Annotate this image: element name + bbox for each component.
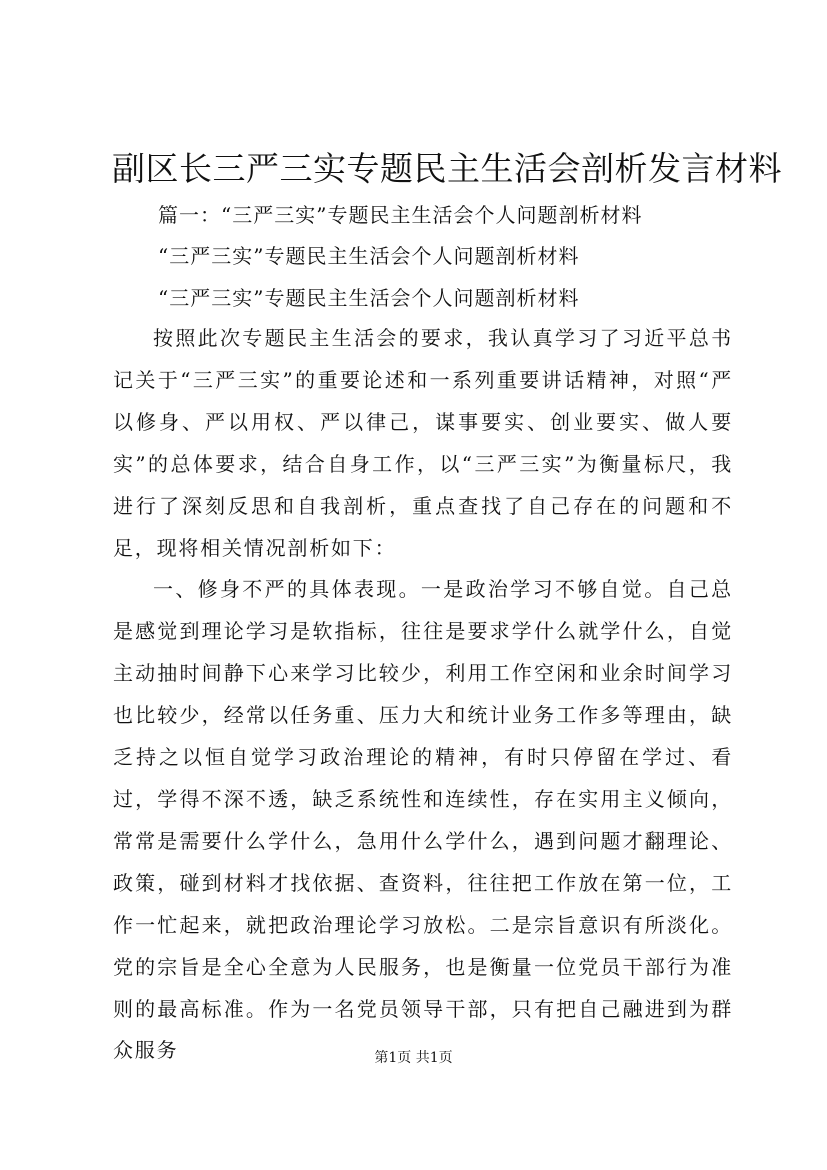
paragraph-section-one: 一、修身不严的具体表现。一是政治学习不够自觉。自己总是感觉到理论学习是软指标，往往是要求学什么就学什么，自觉主动抽时间静下心来学习比较少，利用工作空闲和业余时间学习也比较少，经常以任务重、压力大和统计业务工作多等理由，缺乏持之以恒自觉学习政治理论的精神，有时只停留在学过、看过，学得不深不透，缺乏系统性和连续性，存在实用主义倾向，常常是需要什么学什么，急用什么学什么，遇到问题才翻理论、政策，碰到材料才找依据、查资料，往往把工作放在第一位，工作一忙起来，就把政治理论学习放松。二是宗旨意识有所淡化。党的宗旨是全心全意为人民服务，也是衡量一位党员干部行为准则的最高标准。作为一名党员领导干部，只有把自己融进到为群众服务 [113,577,733,1063]
document-title: 副区长三严三实专题民主生活会剖析发言材料 [112,149,782,188]
document-body [113,318,733,1072]
paragraph-intro: 按照此次专题民主生活会的要求，我认真学习了习近平总书记关于“三严三实”的重要论述和一系列重要讲话精神，对照“严以修身、严以用权、严以律己，谋事要实、创业要实、做人要实”的总体要求，结合自身工作，以“三严三实”为衡量标尺，我进行了深刻反思和自我剖析，重点查找了自己存在的问题和不足，现将相关情况剖析如下： [113,326,733,560]
page-number-footer: 第1页 共1页 [374,1050,453,1066]
subheading-2: “三严三实”专题民主生活会个人问题剖析材料 [158,244,580,268]
subheading-3: “三严三实”专题民主生活会个人问题剖析材料 [158,286,580,310]
subheading-1: 篇一：“三严三实”专题民主生活会个人问题剖析材料 [158,203,643,227]
